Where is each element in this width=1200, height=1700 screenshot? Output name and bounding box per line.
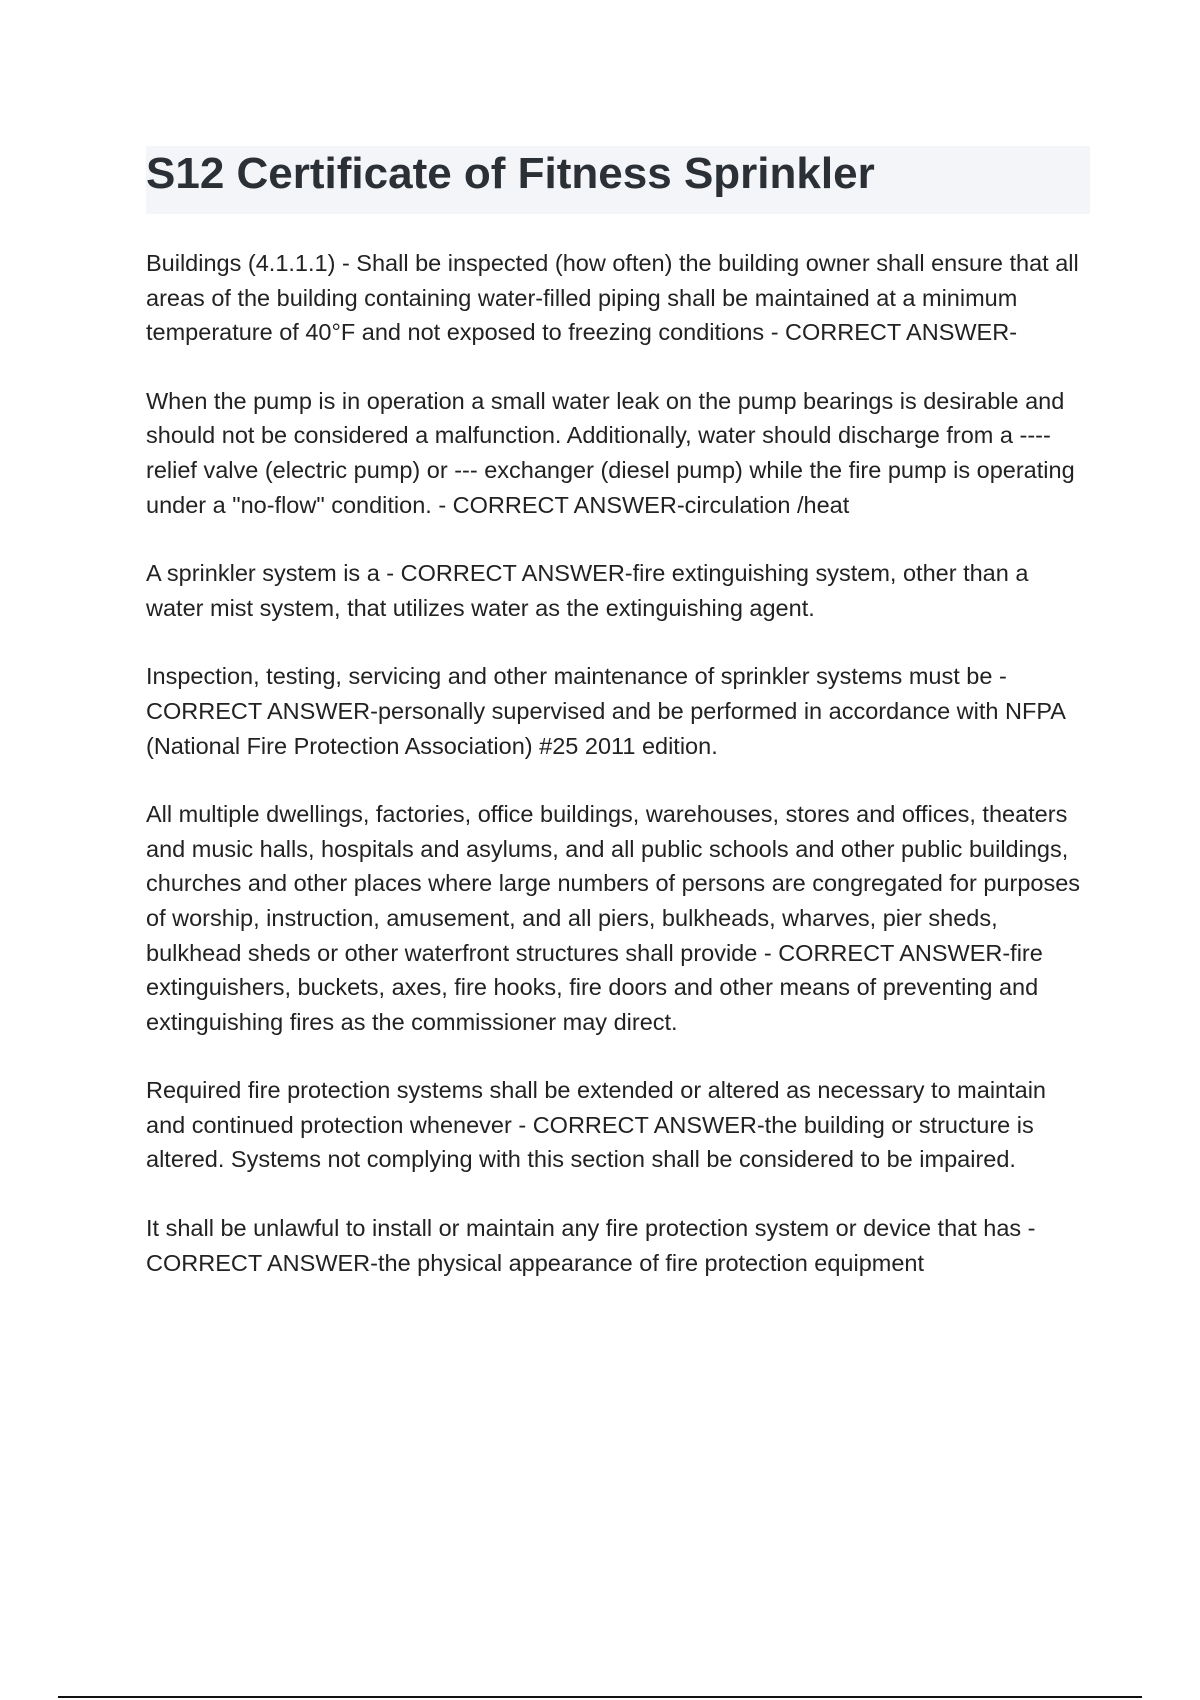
qa-entry: When the pump is in operation a small water leak on the pump bearings is desirable and should not be considered a malfunction. Additionally, water should discharge from a ---- relief valve (electric pump) or --- exchanger (diesel pump) while the fire pump is operating under a "no-flow" condition. - CORRECT ANSWER-circulation /heat (146, 387, 1075, 518)
qa-entry: A sprinkler system is a - CORRECT ANSWER-fire extinguishing system, other than a water mist system, that utilizes water as the extinguishing agent. (146, 560, 1029, 621)
qa-entry: Buildings (4.1.1.1) - Shall be inspected (how often) the building owner shall ensure that all areas of the building containing water-filled piping shall be maintained at a minimum temperature of 40°F and not exposed to freezing conditions - CORRECT ANSWER- (146, 250, 1079, 346)
footer-divider (58, 1696, 1142, 1698)
qa-entry: All multiple dwellings, factories, office buildings, warehouses, stores and offices, theaters and music halls, hospitals and asylums, and all public schools and other public buildings, churches and other places where large numbers of persons are congregated for purposes of worship, instruction, amusement, and all piers, bulkheads, wharves, pier sheds, bulkhead sheds or other waterfront structures shall provide - CORRECT ANSWER-fire extinguishers, buckets, axes, fire hooks, fire doors and other means of preventing and extinguishing fires as the commissioner may direct. (146, 801, 1081, 1035)
page-title: S12 Certificate of Fitness Sprinkler (146, 149, 875, 198)
qa-entry: It shall be unlawful to install or maintain any fire protection system or device that has - CORRECT ANSWER-the physical appearance of fire protection equipment (146, 1215, 1036, 1276)
qa-entry: Required fire protection systems shall be extended or altered as necessary to maintain and continued protection whenever - CORRECT ANSWER-the building or structure is altered. Systems not complying with this section shall be considered to be impaired. (146, 1077, 1046, 1173)
qa-entry: Inspection, testing, servicing and other maintenance of sprinkler systems must be - CORRECT ANSWER-personally supervised and be performed in accordance with NFPA (National Fire Protection Association) #25 2011 edition. (146, 663, 1065, 759)
qa-list (146, 246, 1090, 1314)
